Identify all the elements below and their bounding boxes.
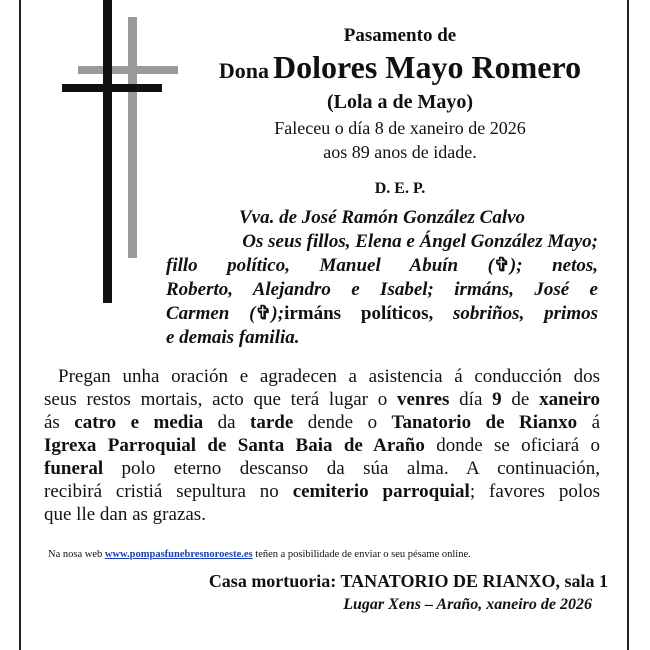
family-line: e demais familia. — [166, 327, 300, 348]
deceased-cross-icon: ✞ — [255, 303, 272, 324]
family-line: Carmen (✞);irmáns políticos, sobriños, primos — [166, 303, 598, 324]
body-line: Igrexa Parroquial de Santa Baia de Araño donde se oficiará o — [44, 435, 600, 456]
family-line: Os seus fillos, Elena e Ángel González Mayo; — [242, 231, 598, 252]
web-notice: Na nosa web www.pompasfunebresnoroeste.es teñen a posibilidade de enviar o seu pésame online. — [48, 549, 471, 560]
funeral-home: Casa mortuoria: TANATORIO DE RIANXO, sala 1 — [208, 571, 608, 591]
body-line: Pregan unha oración e agradecen a asistencia á conducción dos — [58, 366, 600, 387]
family-line: Vva. de José Ramón González Calvo — [238, 207, 526, 228]
website-link[interactable]: www.pompasfunebresnoroeste.es — [104, 549, 253, 560]
family-line: fillo político, Manuel Abuín (✞); netos, — [166, 255, 598, 276]
notice-title: Pasamento de — [343, 25, 457, 46]
place-date: Lugar Xens – Araño, xaneiro de 2026 — [343, 596, 592, 613]
body-line: ás catro e media da tarde dende o Tanatorio de Rianxo á — [44, 412, 600, 433]
age: aos 89 anos de idade. — [323, 142, 477, 162]
body-line: que lle dan as grazas. — [44, 504, 206, 525]
honorific: Dona — [218, 58, 270, 83]
ceremony-text — [44, 365, 600, 526]
deceased-name: Dolores Mayo Romero — [273, 49, 582, 85]
deceased-name-line — [170, 49, 630, 86]
death-date: Faleceu o día 8 de xaneiro de 2026 — [274, 118, 526, 138]
deceased-cross-icon: ✞ — [493, 255, 510, 276]
nickname: (Lola a de Mayo) — [326, 91, 474, 113]
body-line: seus restos mortais, acto que terá lugar o venres día 9 de xaneiro — [44, 389, 600, 410]
family-line: Roberto, Alejandro e Isabel; irmáns, José e — [166, 279, 598, 300]
rip: D. E. P. — [374, 180, 426, 197]
body-line: recibirá cristiá sepultura no cemiterio parroquial; favores polos — [44, 481, 600, 502]
family-list — [166, 206, 598, 350]
body-line: funeral polo eterno descanso da súa alma. A continuación, — [44, 458, 600, 479]
